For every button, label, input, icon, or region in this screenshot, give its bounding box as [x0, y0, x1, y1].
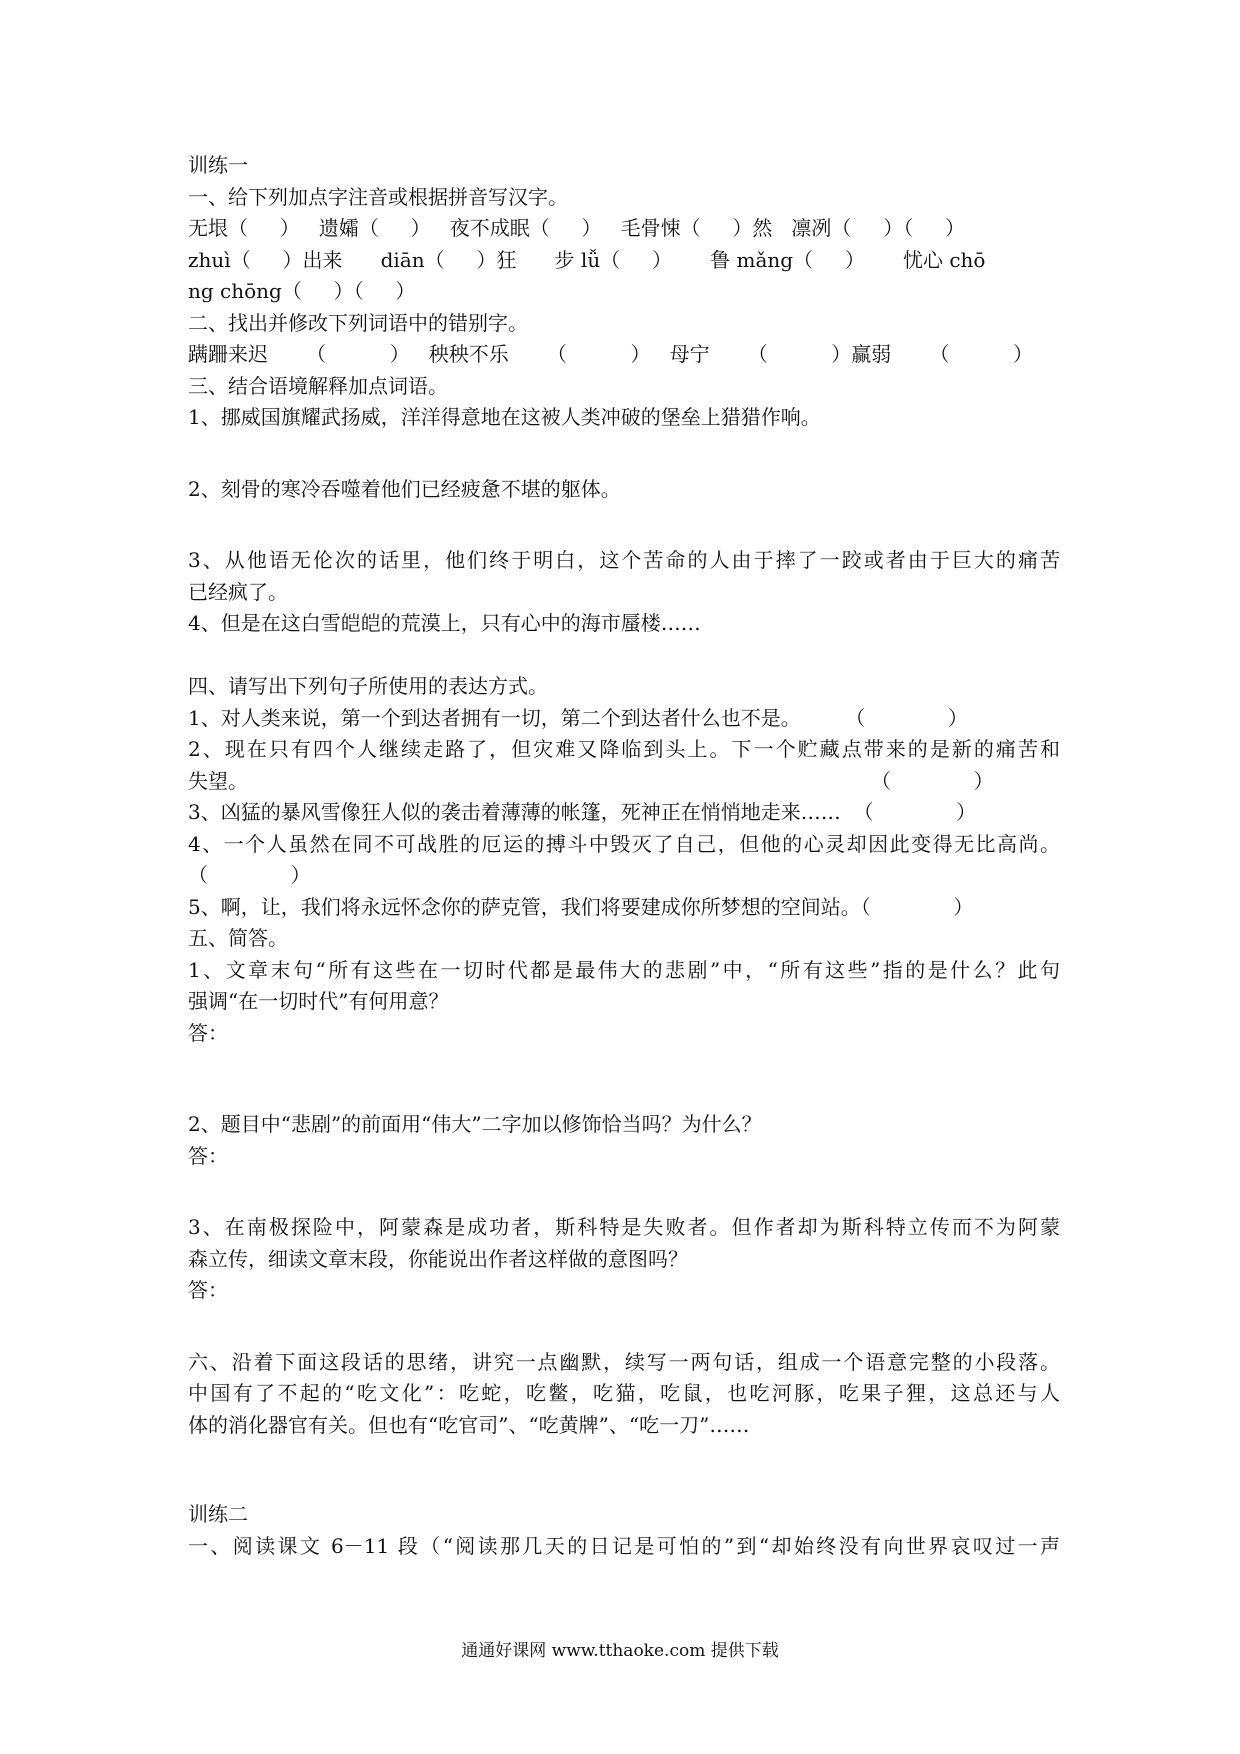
text-line: 蹒跚来迟 （ ） 秧秧不乐 （ ） 母宁 （ ）赢弱 （ ） [188, 342, 1034, 366]
text-line: 1、挪威国旗耀武扬威，洋洋得意地在这被人类冲破的堡垒上猎猎作响。 [188, 405, 821, 429]
text-line: 体的消化器官有关。但也有“吃官司”、“吃黄牌”、“吃一刀”…… [188, 1412, 750, 1437]
text-line: 强调“在一切时代”有何用意？ [188, 989, 449, 1013]
answer-space [188, 434, 1060, 474]
text-line: 2、现在只有四个人继续走路了，但灾难又降临到头上。下一个贮藏点带来的是新的痛苦和 [188, 737, 1060, 761]
question-heading-1: 一、给下列加点字注音或根据拼音写汉字。 [188, 184, 568, 209]
text-line: 3、凶猛的暴风雪像狂人似的袭击着薄薄的帐篷，死神正在悄悄地走来…… （ ） [188, 800, 977, 824]
text-line: 3、从他语无伦次的话里，他们终于明白，这个苦命的人由于摔了一跤或者由于巨大的痛苦 [188, 548, 1060, 572]
text-line: （ ） [188, 863, 311, 887]
text-line: 1、对人类来说，第一个到达者拥有一切，第二个到达者什么也不是。 （ ） [188, 705, 968, 730]
question-heading-2: 二、找出并修改下列词语中的错别字。 [188, 310, 528, 335]
answer-space [188, 1049, 1060, 1109]
text-line: 2、题目中“悲剧”的前面用“伟大”二字加以修饰恰当吗？为什么？ [188, 1112, 762, 1136]
text-line: 一、阅读课文 6－11 段（“阅读那几天的日记是可怕的”到“却始终没有向世界哀叹过一声 [188, 1533, 1060, 1558]
answer-space [188, 1441, 1060, 1499]
text-line: 5、啊，让，我们将永远怀念你的萨克管，我们将要建成你所梦想的空间站。（ ） [188, 894, 974, 919]
text-line: 4、一个人虽然在同不可战胜的厄运的搏斗中毁灭了自己，但他的心灵却因此变得无比高尚。 [188, 831, 1060, 856]
text-line: zhuì（ ）出来 diān（ ）狂 步 lǚ（ ） 鲁 mǎng（ ） 忧心 chō [188, 247, 986, 272]
answer-label: 答： [188, 1143, 228, 1168]
document-body [188, 150, 1060, 1562]
text-line: 2、刻骨的寒冷吞噬着他们已经疲惫不堪的躯体。 [188, 476, 621, 501]
section-title-training-1: 训练一 [188, 153, 248, 177]
answer-space [188, 640, 1060, 672]
answer-space [188, 505, 1060, 545]
text-line: 无垠（ ） 遗孀（ ） 夜不成眠（ ） 毛骨悚（ ）然 凛冽（ ）（ ） [188, 216, 966, 240]
answer-label: 答： [188, 1020, 228, 1045]
text-line: 已经疯了。 [188, 579, 288, 604]
answer-space [188, 1172, 1060, 1212]
text-line: ng chōng（ ）（ ） [188, 279, 416, 303]
section-title-training-2: 训练二 [188, 1502, 248, 1526]
text-line: 3、在南极探险中，阿蒙森是成功者，斯科特是失败者。但作者却为斯科特立传而不为阿蒙 [188, 1215, 1060, 1239]
page-footer: 通通好课网 www.tthaoke.com 提供下载 [461, 1641, 779, 1661]
text-line: 中国有了不起的“吃文化”：吃蛇，吃鳖，吃猫，吃鼠，也吃河豚，吃果子狸，这总还与人 [188, 1381, 1060, 1405]
text-line: 4、但是在这白雪皑皑的荒漠上，只有心中的海市蜃楼…… [188, 611, 701, 635]
text-line: 1、文章末句“所有这些在一切时代都是最伟大的悲剧”中，“所有这些”指的是什么？此句 [188, 957, 1060, 982]
answer-label: 答： [188, 1278, 228, 1302]
question-heading-5: 五、简答。 [188, 926, 288, 950]
question-heading-3: 三、结合语境解释加点词语。 [188, 373, 448, 398]
question-heading-4: 四、请写出下列句子所使用的表达方式。 [188, 674, 548, 698]
text-line: 森立传，细读文章末段，你能说出作者这样做的意图吗？ [188, 1246, 688, 1271]
question-heading-6: 六、沿着下面这段话的思绪，讲究一点幽默，续写一两句话，组成一个语意完整的小段落。 [188, 1349, 1060, 1374]
answer-space [188, 1307, 1060, 1347]
text-line: 失望。 （ ） [188, 768, 994, 793]
